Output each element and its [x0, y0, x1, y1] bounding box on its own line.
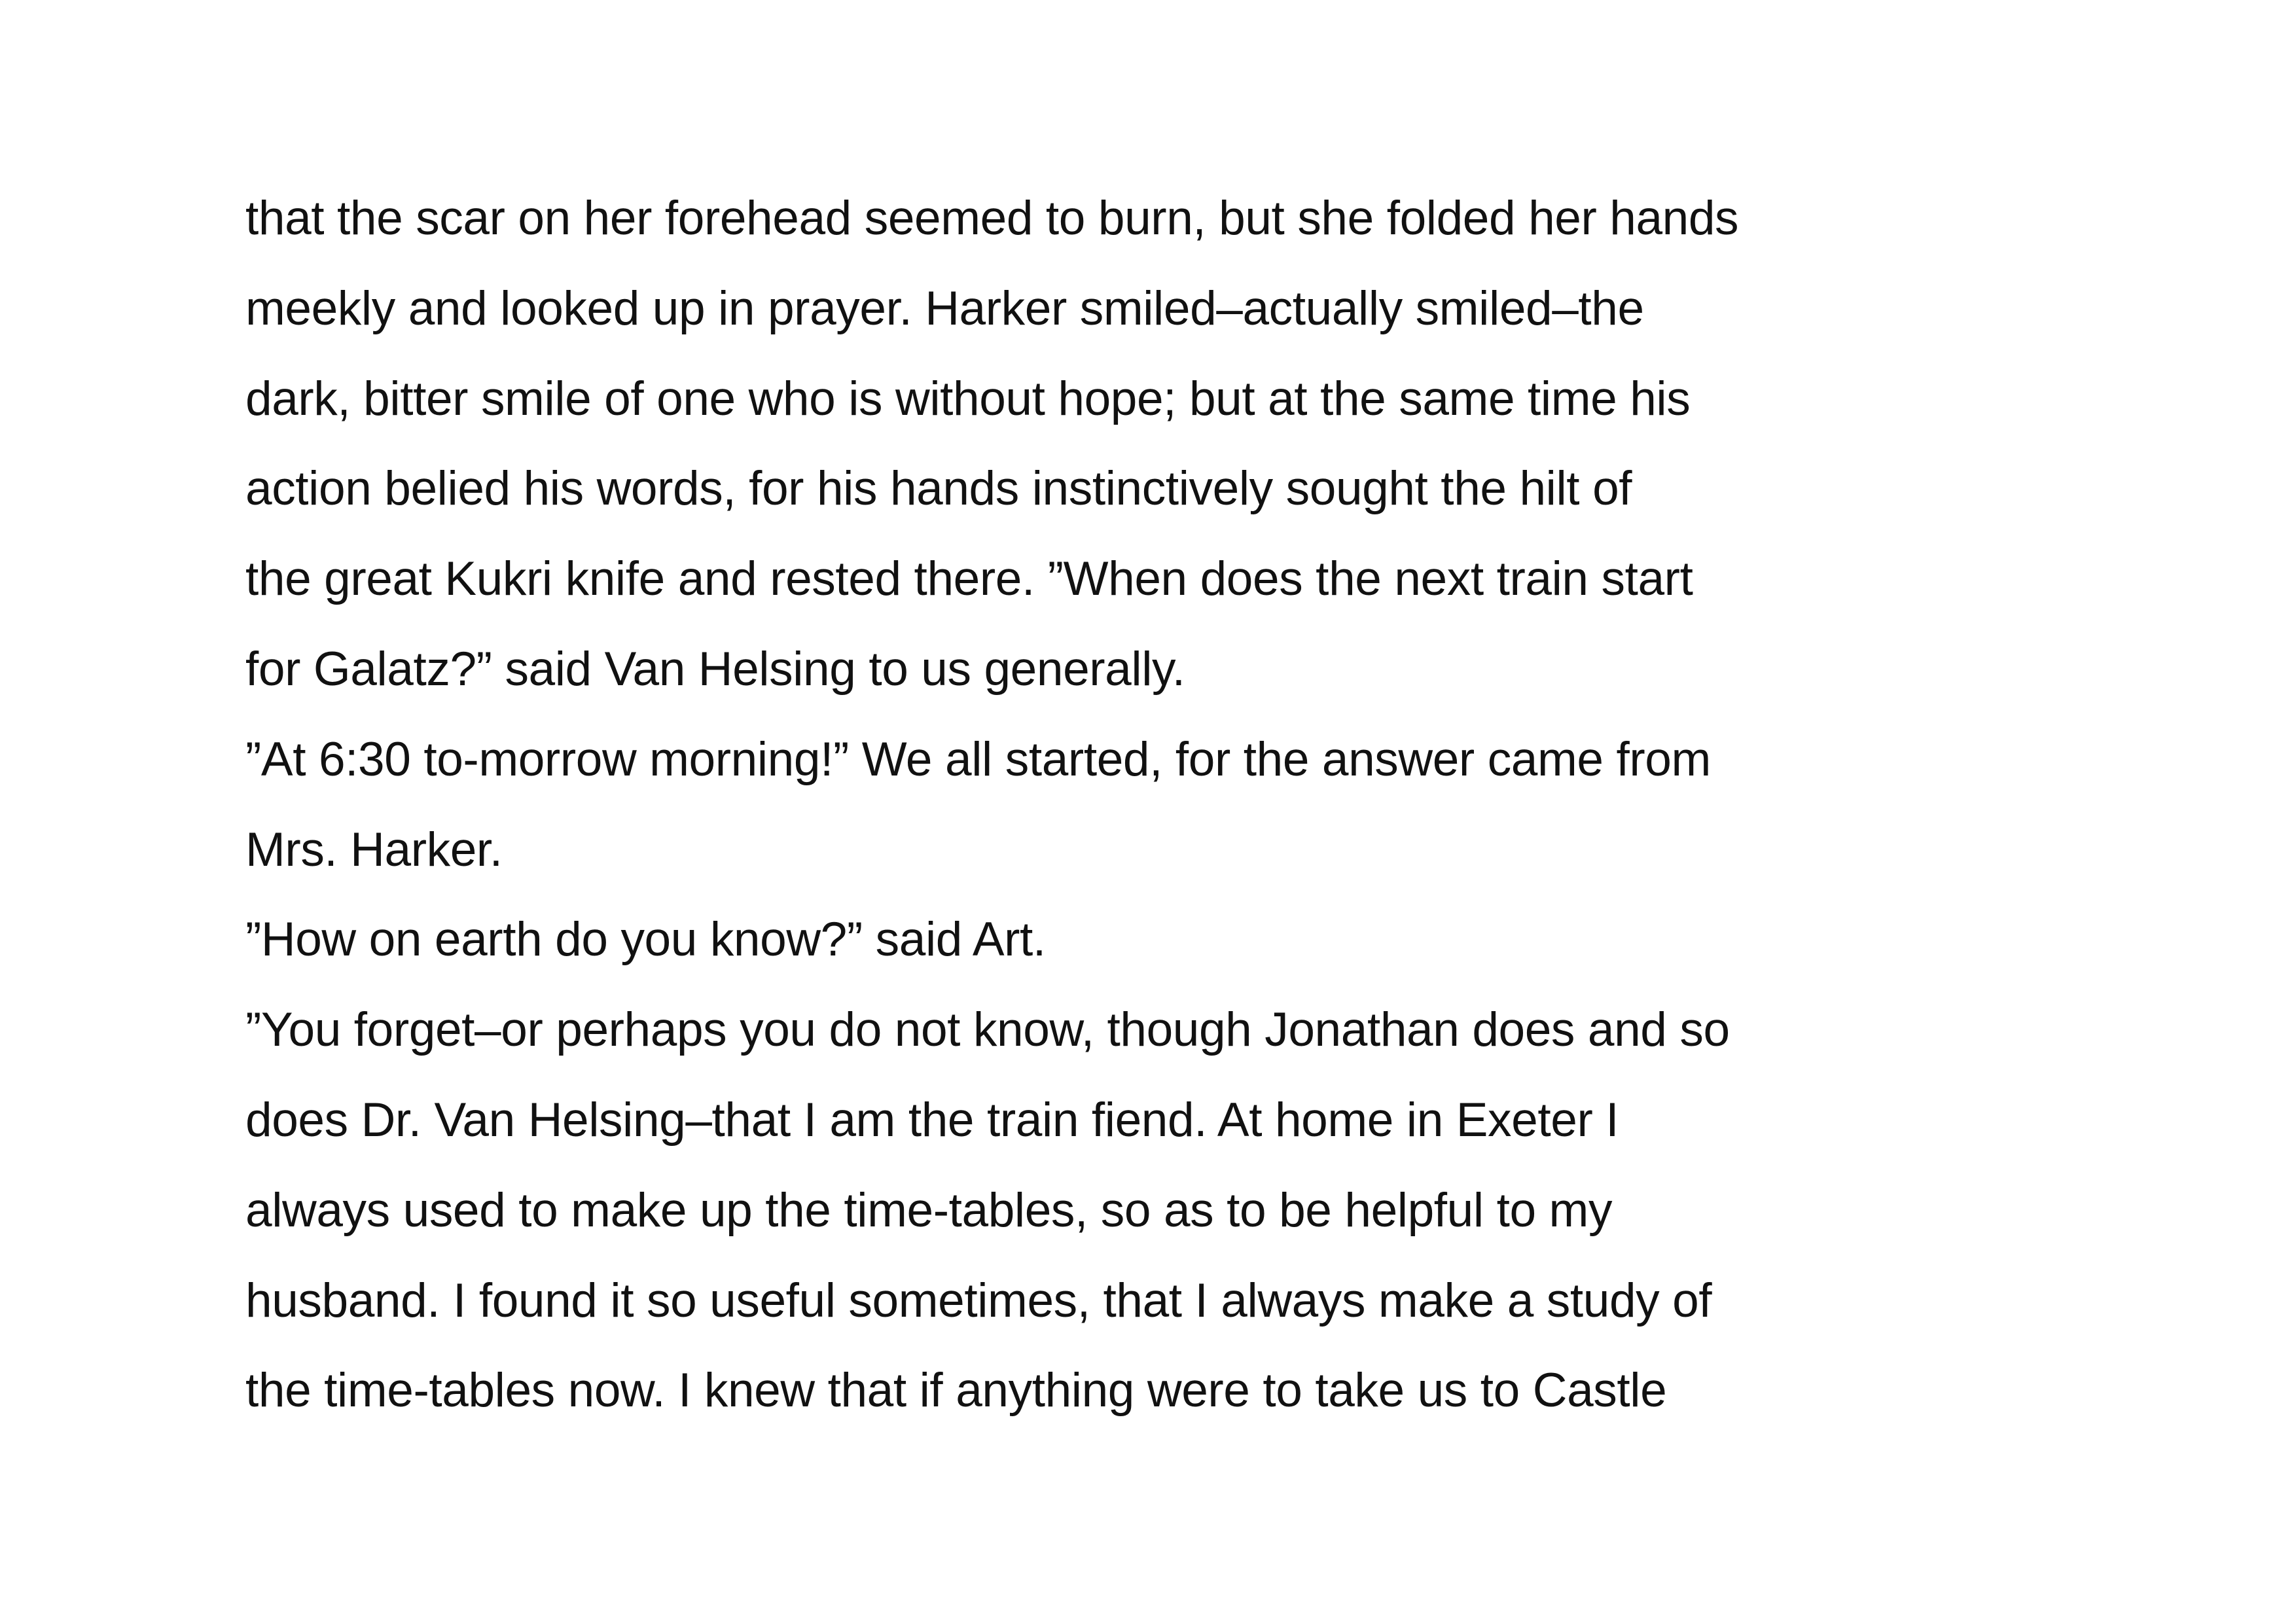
text-line: Mrs. Harker. — [245, 823, 503, 876]
text-line: the great Kukri knife and rested there. ”When does the next train start — [245, 552, 1693, 606]
text-line: ”At 6:30 to-morrow morning!” We all started, for the answer came from — [245, 732, 1711, 786]
text-line: does Dr. Van Helsing–that I am the train fiend. At home in Exeter I — [245, 1093, 1619, 1147]
text-line: husband. I found it so useful sometimes, that I always make a study of — [245, 1274, 1712, 1327]
text-line: always used to make up the time-tables, so as to be helpful to my — [245, 1183, 1613, 1237]
text-line: that the scar on her forehead seemed to burn, but she folded her hands — [245, 192, 1739, 245]
text-line: ”How on earth do you know?” said Art. — [245, 913, 1046, 967]
body-text — [245, 173, 1816, 1436]
text-line: ”You forget–or perhaps you do not know, though Jonathan does and so — [245, 1003, 1730, 1057]
text-line: the time-tables now. I knew that if anything were to take us to Castle — [245, 1364, 1667, 1418]
text-line: action belied his words, for his hands instinctively sought the hilt of — [245, 462, 1632, 516]
text-line: meekly and looked up in prayer. Harker smiled–actually smiled–the — [245, 281, 1644, 335]
text-line: dark, bitter smile of one who is without hope; but at the same time his — [245, 372, 1691, 425]
text-line: for Galatz?” said Van Helsing to us generally. — [245, 642, 1185, 696]
